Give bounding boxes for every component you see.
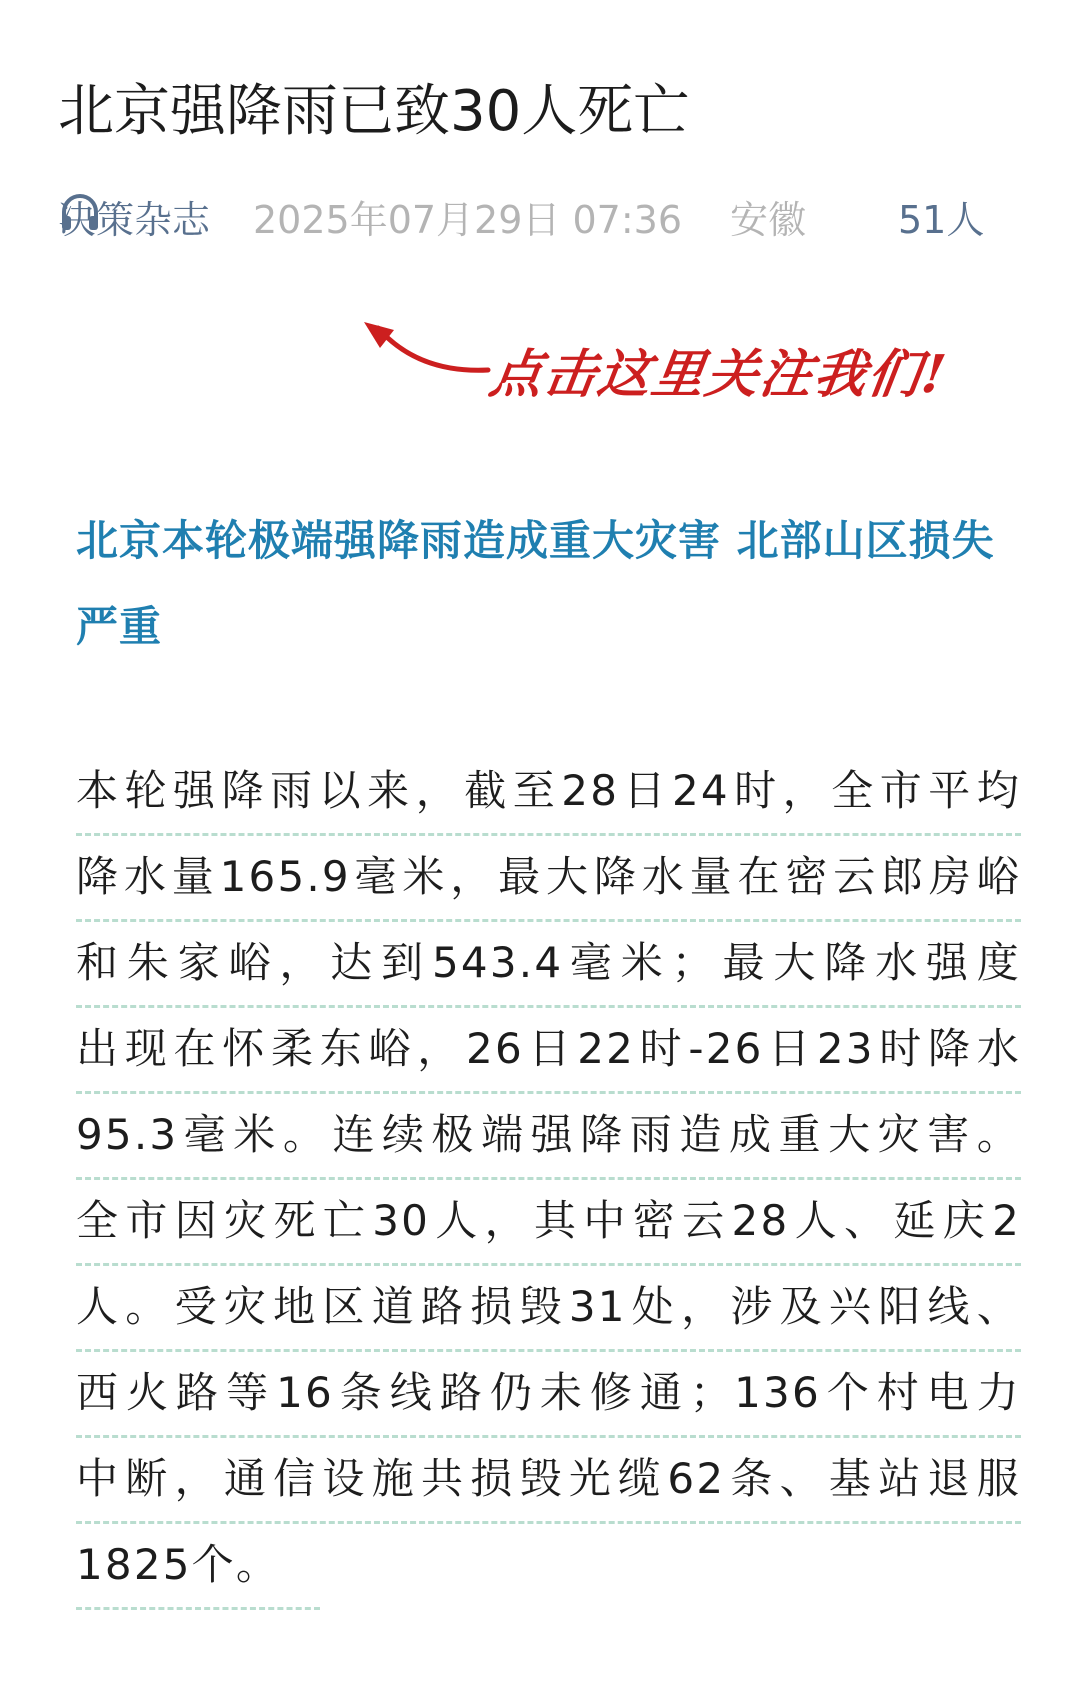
body-line: 和朱家峪，达到543.4毫米；最大降水强度 (76, 922, 1021, 1008)
body-line: 全市因灾死亡30人，其中密云28人、延庆2 (76, 1180, 1021, 1266)
publish-date: 2025年07月29日 07:36 (253, 198, 683, 242)
body-line: 中断，通信设施共损毁光缆62条、基站退服 (76, 1438, 1021, 1524)
body-line: 95.3毫米。连续极端强降雨造成重大灾害。 (76, 1094, 1021, 1180)
publish-region: 安徽 (730, 198, 807, 242)
body-line: 本轮强降雨以来，截至28日24时，全市平均 (76, 750, 1021, 836)
article-body (76, 750, 1021, 1610)
author-link[interactable]: 决策杂志 (58, 198, 211, 242)
follow-us-text[interactable]: 点击这里关注我们! (485, 344, 952, 405)
body-line: 降水量165.9毫米，最大降水量在密云郎房峪 (76, 836, 1021, 922)
body-line: 西火路等16条线路仍未修通；136个村电力 (76, 1352, 1021, 1438)
body-line: 人。受灾地区道路损毁31处，涉及兴阳线、 (76, 1266, 1021, 1352)
follow-banner[interactable] (360, 322, 952, 432)
body-line: 出现在怀柔东峪，26日22时-26日23时降水 (76, 1008, 1021, 1094)
body-line: 1825个。 (76, 1524, 320, 1610)
section-heading: 北京本轮极端强降雨造成重大灾害 北部山区损失严重 (76, 516, 995, 651)
listen-count[interactable]: 51人 (898, 198, 985, 242)
curved-arrow-up-left-icon (360, 322, 500, 432)
article-meta (58, 190, 1048, 250)
article-title: 北京强降雨已致30人死亡 (58, 79, 690, 144)
